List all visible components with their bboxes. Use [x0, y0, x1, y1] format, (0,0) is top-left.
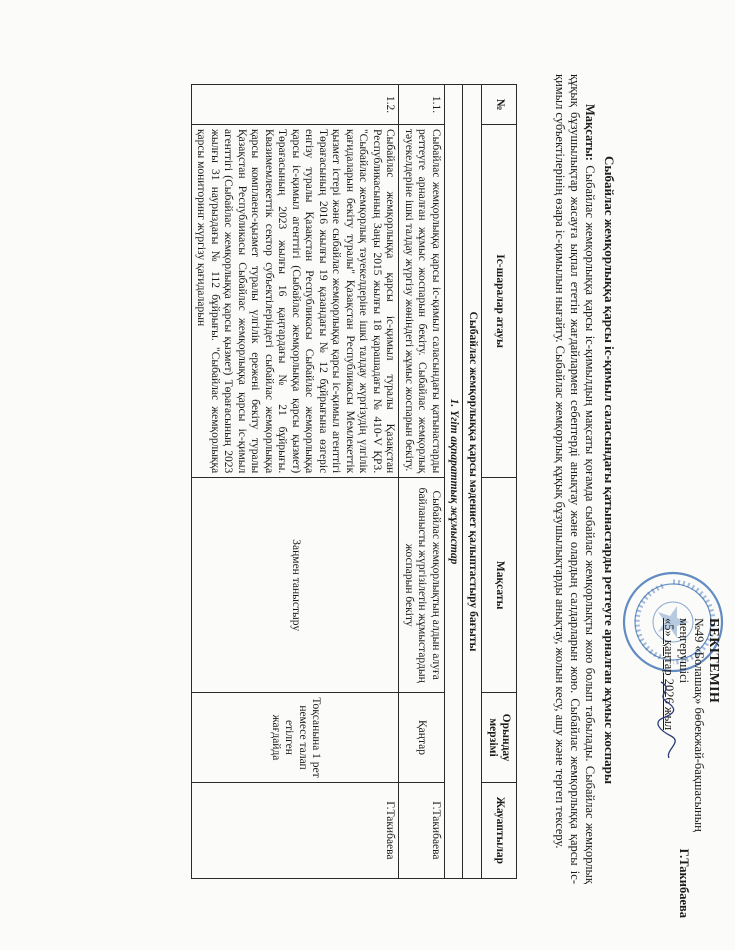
- header-activity: Іс-шаралар атауы: [482, 124, 517, 477]
- signature-icon: [655, 680, 677, 760]
- row-responsible: Г.Такибаева: [399, 782, 445, 878]
- approval-heading: БЕКІТЕМІН: [706, 618, 721, 704]
- row-goal: Заңмен таныстыру: [192, 478, 400, 693]
- row-activity: Сыбайлас жемқорлыққа қарсы іс-қимыл саласындағы қатынастарды реттеуге арналған жұмыс жоспарын бекіту. Сыбайлас жемқорлық тәуекелдеріне ішкі талдау жүргізу жөніндегі жұмыс жоспарын бекіту.: [399, 124, 445, 477]
- row-activity: Сыбайлас жемқорлыққа қарсы іс-қимыл туралы Қазақстан Республикасының Заңы 2015 жылғы 18 қарашадағы № 410-V ҚРЗ. "Сыбайлас жемқорлық тәуекелдеріне ішкі талдау жүргізудің үлгілік қағидаларын бекіту туралы" Қазақстан Республикасы Мемлекеттік қызмет істері және сыбайлас жемқорлыққа қарсы іс-қимыл агенттігі Төрағасының 2016 жылғы 19 қазандағы № 12 бұйрығына өзгеріс енгізу туралы Қазақстан Республикасы Сыбайлас жемқорлыққа қарсы іс-қимыл агенттігі (Сыбайлас жемқорлыққа қарсы қызмет) Төрағасының 2023 жылғы 16 қаңтардағы № 21 бұйрығы. Квазимемлекеттік сектор субъектілеріндегі сыбайлас жемқорлыққа қарсы комплаенс-қызмет туралы үлгілік ережені бекіту туралы Қазақстан Республикасы Сыбайлас жемқорлыққа қарсы іс-қимыл агенттігі (Сыбайлас жемқорлыққа қарсы қызмет) Төрағасының 2023 жылғы 31 наурыздағы № 112 бұйрығы. "Сыбайлас жемқорлыққа қарсы мониторинг жүргізу қағидаларын: [192, 124, 400, 477]
- purpose-paragraph: [552, 74, 597, 884]
- table-row: [192, 85, 400, 879]
- header-num: №: [482, 85, 517, 125]
- row-responsible: Г.Такибаева: [192, 782, 400, 878]
- approval-position: меңгерушісі: [677, 618, 691, 684]
- table-header-row: [482, 85, 517, 879]
- subsection-title: 1. Үгіт ақпараттық жұмыстар: [445, 85, 464, 879]
- row-goal: Сыбайлас жемқорлықтың алдын алуға байланысты жүргізілетін жұмыстардың жоспарын бекіту: [399, 478, 445, 693]
- approval-signer: Г.Такибаева: [677, 848, 691, 918]
- section-row: [463, 85, 482, 879]
- plan-table: [191, 84, 517, 879]
- approval-date: «5» қаңтар 2026 жыл: [662, 618, 676, 731]
- approval-block: [661, 618, 721, 918]
- document-title: Сыбайлас жемқорлыққа қарсы іс-қимыл саласындағы қатынастарды реттеуге арналған жұмыс жоспары: [602, 155, 617, 784]
- header-responsible: Жауаптылар: [482, 782, 517, 878]
- purpose-text: Сыбайлас жемқорлыққа қарсы іс-қимылдың мақсаты қоғамда сыбайлас жемқорлықты жою болып табылады. Сыбайлас жемқорлық құқық бұзушылықтар жасауға ықпал ететін жағдайлармен себептерді анықтау және олардың салдарларын жою. Сыбайлас жемқорлыққа қарсы іс-қимыл субъектілерінің өзара іс-қимылын нығайту. Сыбайлас жемқорлық құқық бұзушылықтарды анықтау, жолын кесу, ашу және тергеп тексеру.: [553, 74, 597, 885]
- purpose-label: Мақсаты:: [583, 104, 597, 161]
- row-num: 1.1.: [399, 85, 445, 125]
- table-row: [399, 85, 445, 879]
- approval-org: №49 «Болашақ» бөбекжай-бақшасының: [692, 618, 706, 832]
- row-num: 1.2.: [192, 85, 400, 125]
- section-title: Сыбайлас жемқорлыққа қарсы мәдениет қалыптастыру бағыты: [463, 85, 482, 879]
- subsection-row: [445, 85, 464, 879]
- approval-sign-row: [676, 618, 691, 918]
- header-deadline: Орындау мерзімі: [482, 693, 517, 783]
- row-deadline: Тоқсанына 1 рет немесе талап етілген жағдайда: [192, 693, 400, 783]
- header-goal: Мақсаты: [482, 478, 517, 693]
- row-deadline: Қаңтар: [399, 693, 445, 783]
